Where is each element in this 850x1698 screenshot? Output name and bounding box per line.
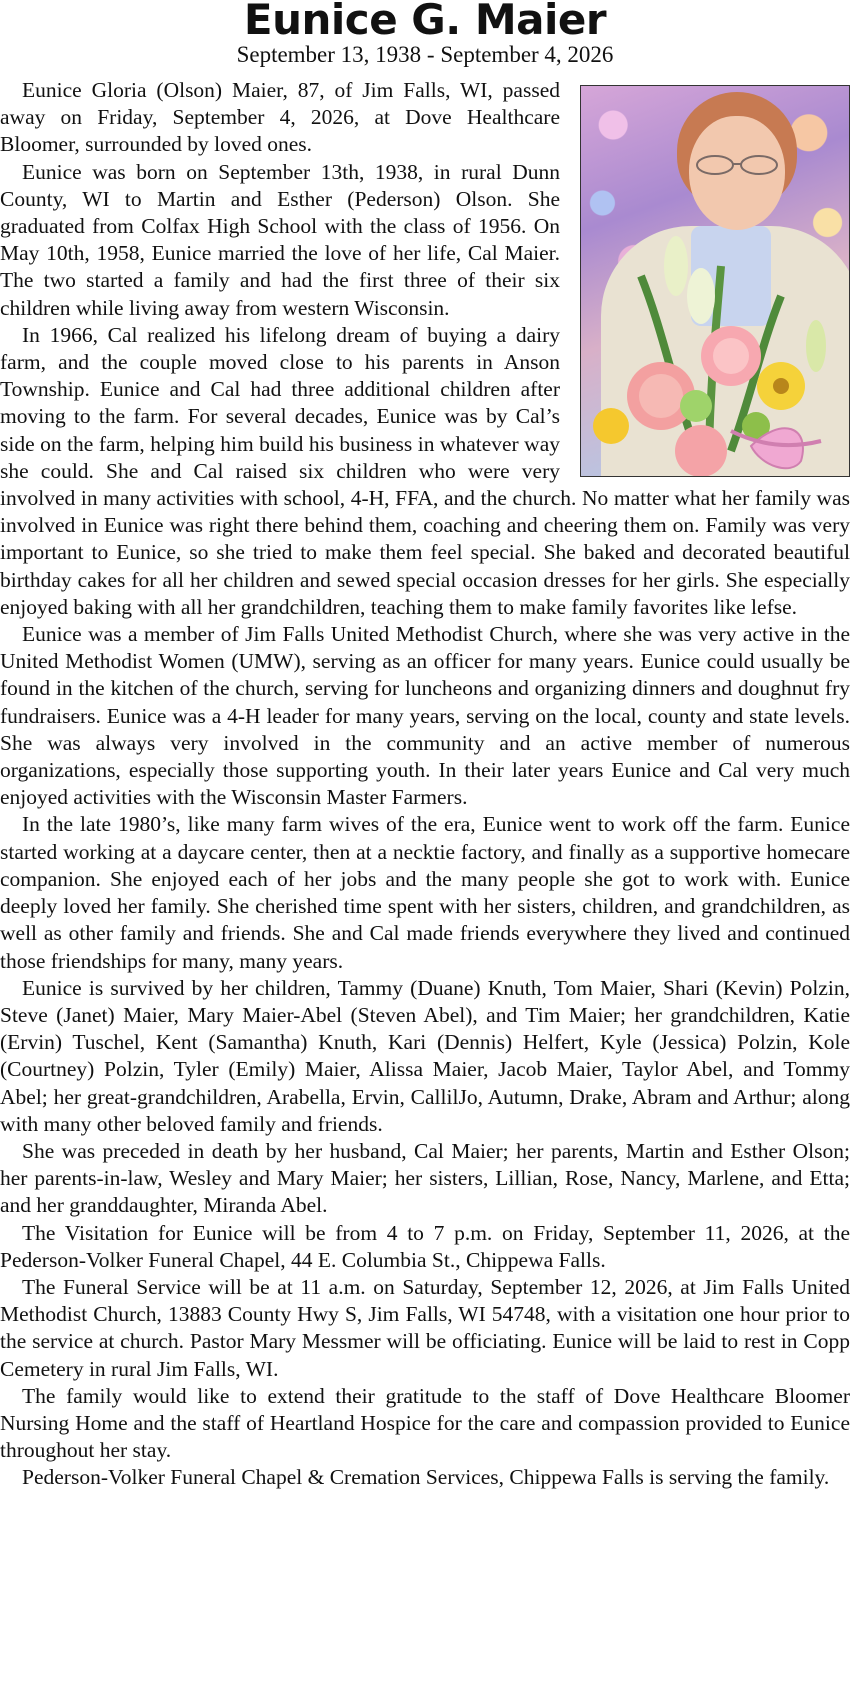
glasses-icon [693,154,781,176]
paragraph-church-community: Eunice was a member of Jim Falls United Methodist Church, where she was very active in the United Methodist Women (UMW), serving as an officer for many years. Eunice could usually be found in the kitchen of the church, serving for luncheons and organizing dinners and doughnut fry fundraisers. Eunice was a 4-H leader for many years, serving on the local, county and state levels. She was always very involved in the community and an active member of numerous organizations, especially those supporting youth. In their later years Eunice and Cal very much enjoyed activities with the Wisconsin Master Farmers. [0,622,850,810]
paragraph-farm-life: In 1966, Cal realized his lifelong dream of buying a dairy farm, and the couple moved close to his parents in Anson Township. Eunice and Cal had three additional children after moving to the farm. For several decades, Eunice was by Cal’s side on the farm, helping him build his business in whatever way she could. She and Cal raised six children who were very involved in many activities with school, 4-H, FFA, and the church. No matter what her family was involved in Eunice was right there behind them, coaching and cheering them on. Family was very important to Eunice, so she tried to make them feel special. She baked and decorated beautiful birthday cakes for all her children and sewed special occasion dresses for her girls. She especially enjoyed baking with all her grandchildren, teaching them to make family favorites like lefse. [0,322,850,619]
paragraph-visitation: The Visitation for Eunice will be from 4 to 7 p.m. on Friday, September 11, 2026, at the Pederson-Volker Funeral Chapel, 44 E. Columbia St., Chippewa Falls. [0,1220,850,1272]
paragraph-preceded: She was preceded in death by her husband, Cal Maier; her parents, Martin and Esther Olson; her parents-in-law, Wesley and Mary Maier; her sisters, Lillian, Rose, Nancy, Marlene, and Etta; and her granddaughter, Miranda Abel. [0,1138,850,1218]
paragraph-intro: Eunice Gloria (Olson) Maier, 87, of Jim Falls, WI, passed away on Friday, September 4, 2026, at Dove Healthcare Bloomer, surrounded by loved ones. [0,78,560,157]
paragraph-funeral-service: The Funeral Service will be at 11 a.m. on Saturday, September 12, 2026, at Jim Falls United Methodist Church, 13883 County Hwy S, Jim Falls, WI 54748, with a visitation one hour prior to the service at church. Pastor Mary Messmer will be officiating. Eunice will be laid to rest in Copp Cemetery in rural Jim Falls, WI. [0,1274,850,1381]
obituary-body [0,77,850,1492]
paragraph-work: In the late 1980’s, like many farm wives of the era, Eunice went to work off the farm. Eunice started working at a daycare center, then at a necktie factory, and finally as a supportive homecare companion. She enjoyed each of her jobs and the many people she got to work with. Eunice deeply loved her family. She cherished time spent with her sisters, children, and grandchildren, as well as other family and friends. She and Cal made friends everywhere they lived and continued those friendships for many, many years. [0,812,850,973]
paragraph-gratitude: The family would like to extend their gratitude to the staff of Dove Healthcare Bloomer Nursing Home and the staff of Heartland Hospice for the care and compassion provided to Eunice throughout her stay. [0,1383,850,1463]
paragraph-early-life: Eunice was born on September 13th, 1938, in rural Dunn County, WI to Martin and Esther (Pederson) Olson. She graduated from Colfax High School with the class of 1956. On May 10th, 1958, Eunice married the love of her life, Cal Maier. The two started a family and had the first three of their six children while living away from western Wisconsin. [0,159,560,320]
paragraph-funeral-home: Pederson-Volker Funeral Chapel & Cremation Services, Chippewa Falls is serving the family. [22,1465,830,1490]
portrait-photo [580,85,850,477]
flower-bouquet-icon [581,236,849,476]
obituary-name: Eunice G. Maier [243,0,607,44]
life-dates: September 13, 1938 - September 4, 2026 [236,42,614,67]
paragraph-survivors: Eunice is survived by her children, Tammy (Duane) Knuth, Tom Maier, Shari (Kevin) Polzin, Steve (Janet) Maier, Mary Maier-Abel (Steven Abel), and Tim Maier; her grandchildren, Katie (Ervin) Tuschel, Kent (Samantha) Knuth, Kari (Dennis) Helfert, Kyle (Jessica) Polzin, Kole (Courtney) Polzin, Tyler (Emily) Maier, Alissa Maier, Jacob Maier, Taylor Abel, and Tommy Abel; her great-grandchildren, Arabella, Ervin, CallilJo, Autumn, Drake, Abram and Arthur; along with many other beloved family and friends. [0,975,850,1136]
